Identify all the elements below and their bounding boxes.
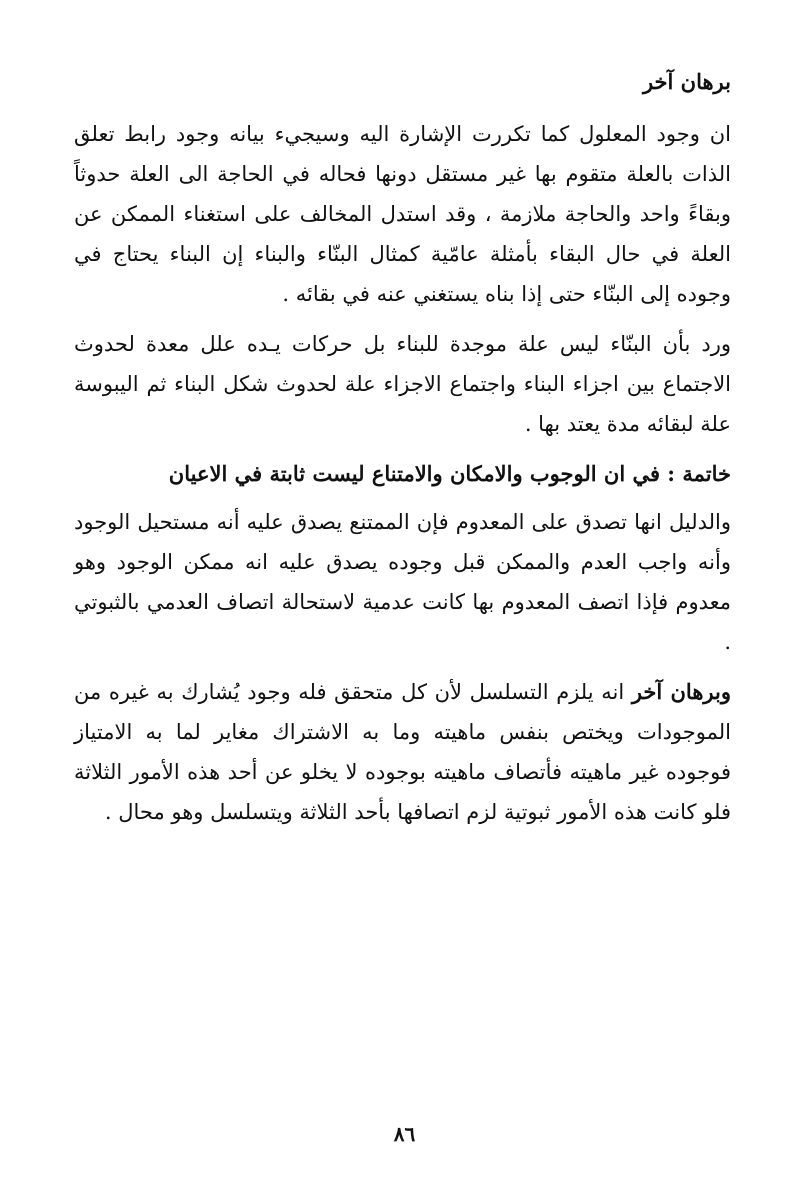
paragraph-evidence: والدليل انها تصدق على المعدوم فإن الممتنع يصدق عليه أنه مستحيل الوجود وأنه واجب العدم والممكن قبل وجوده يصدق عليه انه ممكن الوجود وهو معدوم فإذا اتصف المعدوم بها كانت عدمية لاستحالة اتصاف العدمي بالثبوتي . xyxy=(74,510,731,654)
paragraph-another-proof-body: انه يلزم التسلسل لأن كل متحقق فله وجود يُشارك به غيره من الموجودات ويختص بنفس ماهيته وما به الاشتراك مغاير لما به الامتياز فوجوده غير ماهيته فأتصاف ماهيته بوجوده لا يخلو عن أحد هذه الأمور الثلاثة فلو كانت هذه الأمور ثبوتية لزم اتصافها بأحد الثلاثة ويتسلسل وهو محال . xyxy=(74,680,731,824)
paragraph-lead-another-proof: وبرهان آخر xyxy=(631,679,731,704)
section-heading-conclusion: خاتمة : في ان الوجوب والامكان والامتناع ليست ثابتة في الاعيان xyxy=(168,461,731,486)
section-heading-another-proof: برهان آخر xyxy=(642,69,731,94)
paragraph-builder-reply: ورد بأن البنّاء ليس علة موجدة للبناء بل حركات يـده علل معدة لحدوث الاجتماع بين اجزاء البناء واجتماع الاجزاء علة لحدوث شكل البناء ثم اليبوسة علة لبقائه مدة يعتد بها . xyxy=(74,332,731,436)
paragraph-effect-existence: ان وجود المعلول كما تكررت الإشارة اليه وسيجيء بيانه وجود رابط تعلق الذات بالعلة متقوم بها غير مستقل دونها فحاله في الحاجة الى العلة حدوثاً وبقاءً واحد والحاجة ملازمة ، وقد استدل المخالف على استغناء الممكن عن العلة في حال البقاء بأمثلة عامّية كمثال البنّاء والبناء إن البناء يحتاج في وجوده إلى البنّاء حتى إذا بناه يستغني عنه في بقائه . xyxy=(74,122,731,306)
page-number: ٨٦ xyxy=(393,1122,416,1146)
paragraph-another-proof xyxy=(74,672,731,832)
page-text xyxy=(74,62,731,842)
